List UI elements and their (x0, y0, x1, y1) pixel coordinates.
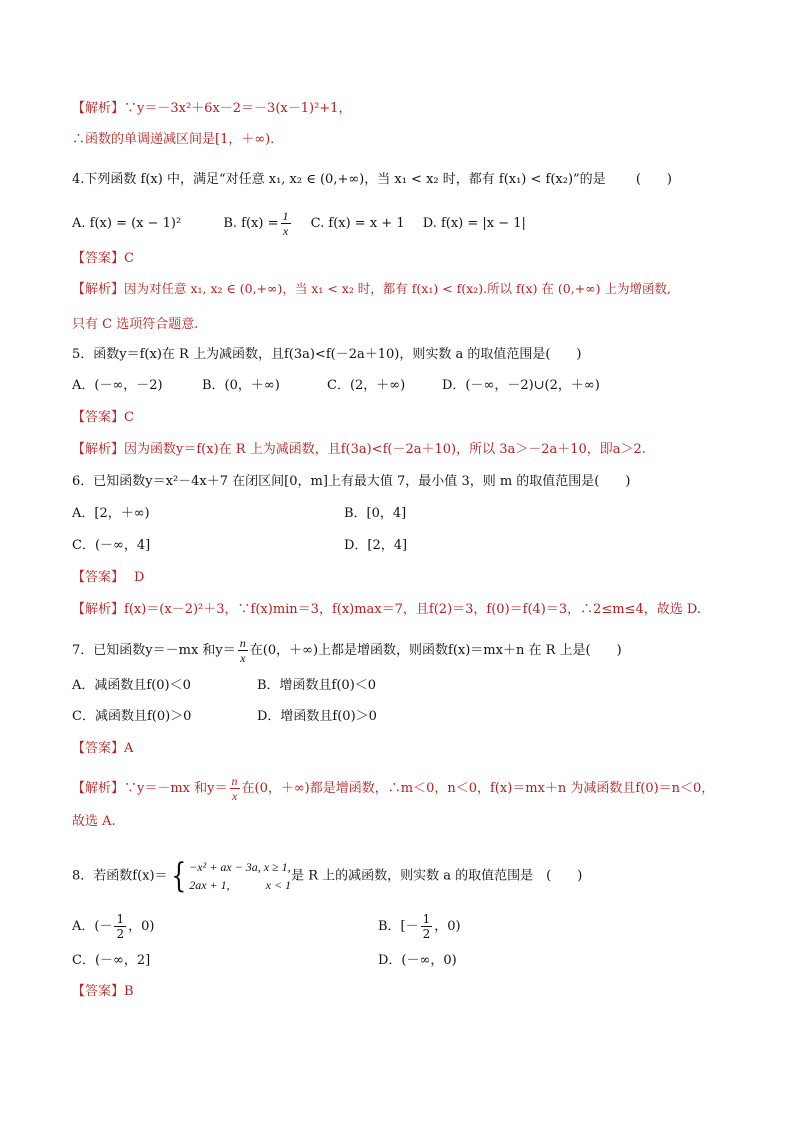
analysis-text: 因为对任意 x₁, x₂ ∈ (0,+∞)，当 x₁ < x₂ 时，都有 f(x₁) < f(x₂).所以 f(x) 在 (0,+∞) 上为增函数, (124, 281, 671, 296)
question-7-options-row1 (72, 677, 377, 695)
option-a: A．(－ $\frac{1}{2}$ ，0) (72, 912, 155, 941)
question-8-options-row1 (72, 912, 461, 941)
analysis-text: ∵y＝－3x²＋6x－2＝－3(x－1)²+1， (124, 101, 352, 116)
question-6-options-row2 (72, 537, 408, 555)
question-6-options-row1 (72, 505, 407, 523)
answer-value: C (124, 251, 134, 266)
answer-paren: ( ) (635, 172, 672, 187)
analysis-tag: 【解析】 (72, 101, 125, 116)
option-b: B．[－ $\frac{1}{2}$ ，0) (378, 912, 461, 941)
option-a: A．(－∞，－2) (72, 378, 163, 393)
answer-value: D (134, 570, 145, 585)
question-5-stem: 5．函数y＝f(x)在 R 上为减函数，且f(3a)<f(－2a＋10)，则实数 a 的取值范围是( ) (72, 347, 582, 362)
analysis-line: 故选 A. (72, 814, 116, 829)
answer-line (72, 250, 134, 268)
option-d: D．(－∞，0) (378, 953, 457, 968)
analysis-line: 只有 C 选项符合题意. (72, 317, 199, 332)
option-a: A. f(x) = (x − 1)² (72, 216, 182, 231)
answer-line (72, 569, 144, 587)
analysis-text: f(x)＝(x－2)²＋3，∵f(x)min＝3，f(x)max＝7，且f(2)＝3，f(0)＝f(4)＝3，∴2≤m≤4，故选 D. (124, 602, 702, 617)
analysis-tag: 【解析】 (72, 442, 125, 457)
option-a: A．减函数且f(0)＜0 (72, 678, 191, 693)
analysis-line: ∴函数的单调递减区间是[1，＋∞)． (72, 132, 284, 147)
analysis-text: 因为函数y＝f(x)在 R 上为减函数，且f(3a)<f(－2a＋10)，所以 3a＞－2a＋10，即a＞2. (124, 442, 646, 457)
option-c: C．(2，＋∞) (327, 378, 406, 393)
analysis-tag: 【解析】 (72, 602, 125, 617)
answer-tag: 【答案】 (72, 741, 125, 756)
answer-tag: 【答案】 (72, 251, 125, 266)
answer-tag: 【答案】 (72, 984, 125, 999)
option-b: B．(0，＋∞) (202, 378, 280, 393)
option-b: B．增函数且f(0)＜0 (257, 678, 377, 693)
answer-line (72, 983, 134, 1001)
answer-tag: 【答案】 (72, 410, 125, 425)
option-a: A．[2，＋∞) (72, 506, 150, 521)
analysis-line: 【解析】∵y＝－mx 和y＝ $\frac{n}{x}$ 在(0，＋∞)都是增函数，∴m＜0，n＜0，f(x)＝mx＋n 为减函数且f(0)＝n＜0， (72, 774, 715, 803)
answer-tag: 【答案】 (72, 570, 125, 585)
question-6-stem: 6．已知函数y＝x²－4x＋7 在闭区间[0，m]上有最大值 7，最小值 3，则 m 的取值范围是( ) (72, 474, 631, 489)
question-4-stem (72, 171, 672, 189)
answer-value: B (124, 984, 134, 999)
analysis-line (72, 280, 671, 299)
analysis-line (72, 601, 701, 619)
answer-value: C (124, 410, 134, 425)
answer-value: A (124, 741, 134, 756)
question-4-options (72, 209, 526, 238)
question-7-options-row2 (72, 708, 377, 726)
question-8-options-row2 (72, 952, 457, 970)
question-7-stem: 7．已知函数y＝－mx 和y＝ $\frac{n}{x}$ 在(0，＋∞)上都是增函数，则函数f(x)＝mx＋n 在 R 上是( ) (72, 636, 622, 665)
option-d: D. f(x) = |x − 1| (422, 216, 526, 231)
option-d: D．[2，4] (344, 538, 408, 553)
analysis-line (72, 441, 646, 459)
question-8-stem: 8．若函数f(x)＝{ −x² + ax − 3a, x ≥ 1, 2ax + 1, x < 1是 R 上的减函数，则实数 a 的取值范围是 ( ) (72, 856, 583, 896)
option-c: C. f(x) = x + 1 (310, 216, 405, 231)
analysis-tag: 【解析】 (72, 781, 125, 796)
answer-line (72, 409, 134, 427)
question-text: 4.下列函数 f(x) 中，满足“对任意 x₁, x₂ ∈ (0,+∞)，当 x₁ < x₂ 时，都有 f(x₁) < f(x₂)”的是 (72, 172, 606, 187)
option-c: C．(－∞，2] (72, 953, 151, 968)
option-b: B. f(x) = $\frac{1}{x}$ (223, 209, 289, 238)
answer-line (72, 740, 133, 758)
analysis-line (72, 100, 351, 118)
option-c: C．减函数且f(0)＞0 (72, 709, 192, 724)
analysis-tag: 【解析】 (72, 282, 125, 297)
option-b: B．[0，4] (344, 506, 407, 521)
option-d: D．增函数且f(0)＞0 (257, 709, 377, 724)
option-d: D．(－∞，－2)∪(2，＋∞) (442, 378, 600, 393)
option-c: C．(－∞，4] (72, 538, 151, 553)
question-5-options (72, 377, 600, 395)
